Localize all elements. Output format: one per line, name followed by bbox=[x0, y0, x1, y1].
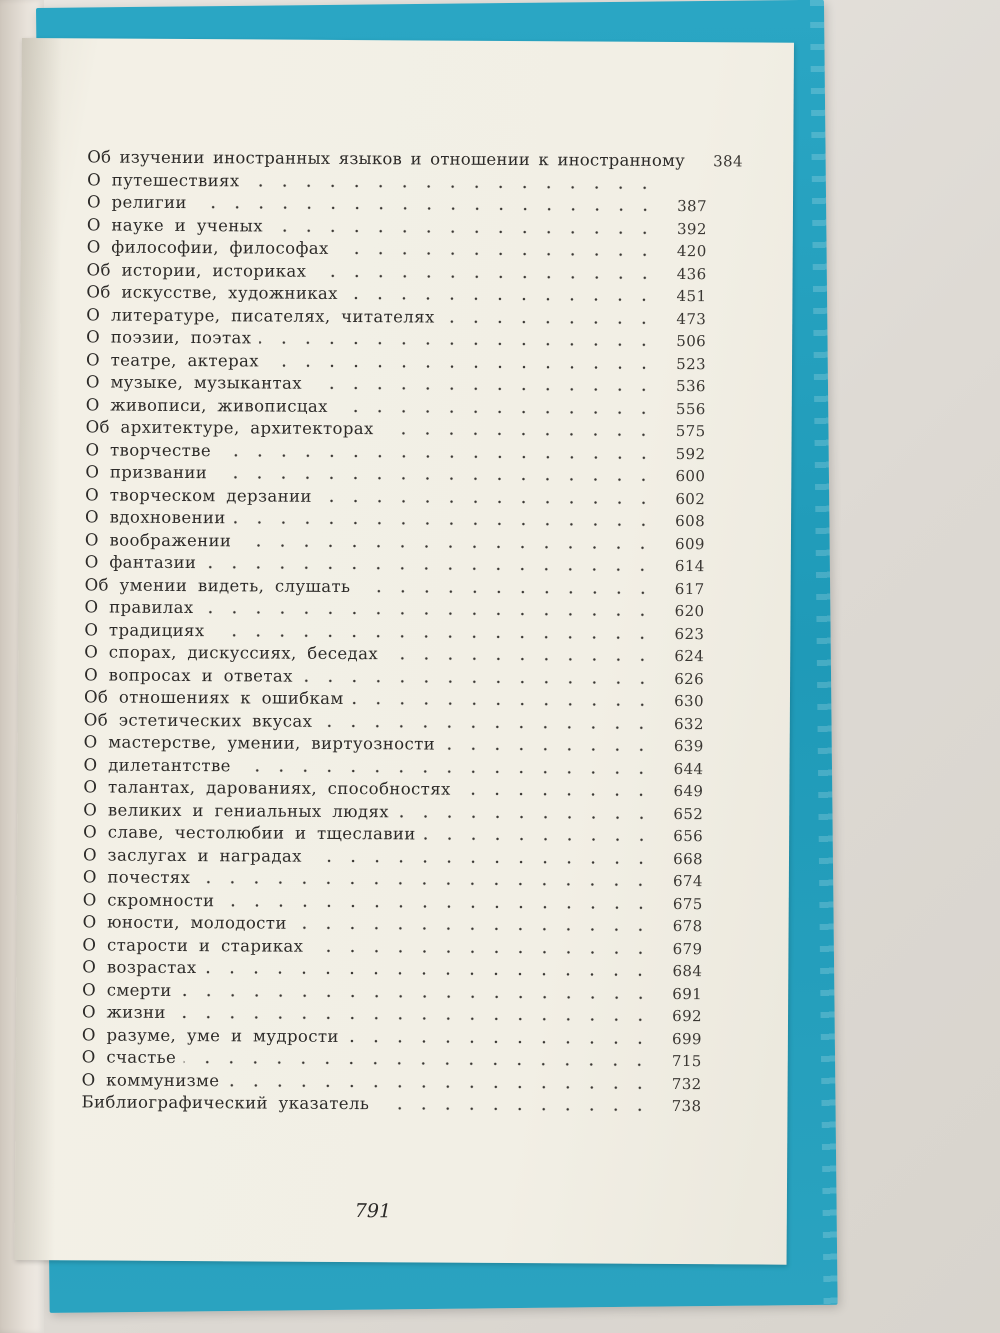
toc-entry-page: 656 bbox=[673, 826, 704, 846]
toc-leader-dots bbox=[227, 1083, 651, 1090]
page-number: 791 bbox=[354, 1200, 392, 1223]
toc-entry-title: О вдохновении bbox=[85, 507, 226, 528]
toc-entry-page: 738 bbox=[671, 1096, 702, 1116]
toc-leader-dots bbox=[352, 701, 654, 707]
toc-entry-page: 691 bbox=[672, 984, 703, 1003]
page-gutter-shadow bbox=[15, 38, 62, 1260]
toc-entry-title: О фантазии bbox=[84, 552, 197, 573]
toc-leader-dots bbox=[459, 792, 654, 797]
toc-leader-dots bbox=[382, 431, 656, 437]
toc-leader-dots bbox=[320, 724, 654, 730]
toc-entry-title: О философии, философах bbox=[86, 237, 329, 258]
toc-leader-dots bbox=[259, 341, 656, 347]
toc-entry-page: 436 bbox=[676, 264, 707, 283]
toc-entry-title: О театре, актерах bbox=[85, 349, 260, 370]
toc-entry-title: О вопросах и ответах bbox=[84, 664, 293, 686]
toc-entry-title: О воображении bbox=[84, 529, 232, 550]
toc-leader-dots bbox=[204, 565, 655, 572]
toc-leader-dots bbox=[174, 1015, 652, 1022]
toc-entry-title: О спорах, дискуссиях, беседах bbox=[84, 642, 379, 664]
toc-entry-title: О традициях bbox=[84, 619, 205, 640]
toc-entry-title: О почестях bbox=[82, 867, 191, 888]
toc-entry-page: 668 bbox=[673, 849, 704, 868]
toc-entry-title: Об архитектуре, архитекторах bbox=[85, 417, 374, 439]
toc-entry-page: 675 bbox=[672, 894, 703, 913]
toc-entry-page: 556 bbox=[675, 399, 706, 418]
toc-entry-title: О разуме, уме и мудрости bbox=[81, 1024, 339, 1046]
toc-entry-title: О дилетантстве bbox=[83, 754, 231, 775]
toc-entry-page: 420 bbox=[676, 242, 707, 261]
toc-entry-page: 626 bbox=[674, 669, 705, 688]
toc-entry-page: 678 bbox=[672, 916, 703, 936]
toc-leader-dots bbox=[213, 633, 655, 640]
toc-leader-dots bbox=[271, 228, 657, 234]
toc-entry bbox=[81, 1091, 701, 1117]
toc-entry-title: О поэзии, поэтах bbox=[86, 327, 252, 348]
toc-entry-page: 602 bbox=[675, 489, 706, 508]
toc-entry-title: О возрастах bbox=[82, 957, 197, 978]
toc-leader-dots bbox=[295, 926, 653, 932]
toc-entry-title: О мастерстве, умении, виртуозности bbox=[83, 732, 436, 754]
book-page bbox=[15, 38, 794, 1265]
toc-leader-dots bbox=[424, 837, 653, 842]
toc-entry-title: О путешествиях bbox=[87, 169, 240, 190]
toc-leader-dots bbox=[314, 274, 656, 280]
toc-entry-page: 617 bbox=[674, 579, 705, 598]
toc-entry-title: О живописи, живописцах bbox=[85, 394, 328, 416]
toc-entry-page: 620 bbox=[674, 601, 705, 621]
toc-entry-title: О призвании bbox=[85, 462, 208, 483]
toc-entry-page: 600 bbox=[675, 467, 706, 486]
toc-entry-page: 732 bbox=[671, 1074, 702, 1093]
toc-entry-title: О музыке, музыкантах bbox=[85, 372, 303, 393]
toc-entry-title: О счастье bbox=[81, 1047, 177, 1067]
toc-entry bbox=[82, 956, 702, 982]
toc-entry-page: 632 bbox=[673, 714, 704, 733]
toc-entry-page: 639 bbox=[673, 736, 704, 756]
toc-entry-page: 614 bbox=[674, 556, 705, 576]
toc-leader-dots bbox=[310, 859, 653, 865]
toc-entry-title: О творчестве bbox=[85, 439, 212, 460]
toc-leader-dots bbox=[248, 183, 658, 190]
toc-entry-page: 473 bbox=[676, 309, 707, 328]
toc-entry-page: 387 bbox=[677, 197, 708, 216]
toc-entry-title: Об изучении иностранных языков и отношении к иностранному bbox=[87, 147, 686, 171]
toc-leader-dots bbox=[358, 589, 654, 595]
toc-entry-page: 575 bbox=[675, 422, 706, 441]
toc-leader-dots bbox=[377, 1106, 651, 1112]
toc-leader-dots bbox=[239, 768, 654, 775]
toc-entry-title: Библиографический указатель bbox=[81, 1092, 370, 1114]
toc-entry-page: 384 bbox=[713, 152, 744, 171]
toc-entry-page: 715 bbox=[671, 1051, 702, 1071]
toc-entry-page: 699 bbox=[672, 1029, 702, 1048]
toc-entry-page: 392 bbox=[676, 219, 707, 238]
toc-leader-dots bbox=[311, 949, 652, 955]
toc-entry-title: О литературе, писателях, читателях bbox=[86, 304, 435, 327]
toc-entry-title: Об истории, историках bbox=[86, 259, 307, 281]
toc-leader-dots bbox=[234, 521, 655, 528]
toc-leader-dots bbox=[337, 251, 657, 257]
toc-entry-page: 523 bbox=[676, 354, 707, 373]
toc-entry-title: О правилах bbox=[84, 597, 194, 618]
toc-entry-title: Об отношениях к ошибкам bbox=[83, 687, 344, 708]
toc-entry-title: О смерти bbox=[82, 979, 172, 1000]
toc-leader-dots bbox=[320, 499, 655, 505]
toc-entry-title: О великих и гениальных людях bbox=[83, 799, 390, 821]
toc-entry-page: 684 bbox=[672, 961, 703, 981]
toc-entry-title: О талантах, дарованиях, способностях bbox=[83, 777, 451, 799]
toc-entry-page: 536 bbox=[675, 377, 706, 396]
cover-worn-edge bbox=[810, 0, 838, 1305]
toc-leader-dots bbox=[180, 993, 653, 1000]
toc-entry-title: О религии bbox=[86, 192, 187, 213]
toc-leader-dots bbox=[205, 970, 653, 977]
toc-entry-page: 674 bbox=[672, 871, 703, 891]
toc-leader-dots bbox=[386, 656, 654, 662]
toc-leader-dots bbox=[301, 678, 654, 684]
toc-entry-title: О славе, честолюбии и тщеславии bbox=[83, 822, 416, 844]
toc-entry-title: О юности, молодости bbox=[82, 912, 287, 933]
toc-entry-title: Об эстетических вкусах bbox=[83, 709, 313, 731]
toc-entry-title: О творческом дерзании bbox=[85, 484, 312, 506]
toc-entry-page: 608 bbox=[675, 511, 706, 531]
toc-entry-page: 623 bbox=[674, 624, 705, 643]
table-of-contents bbox=[81, 146, 744, 1117]
toc-leader-dots bbox=[443, 319, 657, 324]
toc-leader-dots bbox=[222, 903, 652, 910]
toc-entry-page: 506 bbox=[676, 332, 707, 351]
toc-leader-dots bbox=[195, 205, 657, 212]
toc-entry-page: 692 bbox=[672, 1006, 703, 1026]
toc-entry-page: 652 bbox=[673, 804, 704, 823]
toc-leader-dots bbox=[198, 880, 653, 887]
toc-leader-dots bbox=[346, 296, 657, 302]
toc-entry-title: Об умении видеть, слушать bbox=[84, 574, 351, 596]
toc-entry-title: О заслугах и наградах bbox=[82, 844, 302, 866]
toc-entry-title: О скромности bbox=[82, 889, 215, 910]
toc-entry-title: О коммунизме bbox=[81, 1069, 220, 1090]
toc-leader-dots bbox=[219, 453, 655, 460]
toc-leader-dots bbox=[336, 409, 656, 415]
toc-leader-dots bbox=[443, 747, 654, 752]
toc-entry-page: 451 bbox=[676, 287, 707, 306]
toc-entry-page: 679 bbox=[672, 939, 703, 958]
toc-leader-dots bbox=[202, 610, 655, 617]
toc-entry-title: О старости и стариках bbox=[82, 934, 304, 956]
toc-leader-dots bbox=[239, 543, 655, 550]
toc-entry-page: 630 bbox=[674, 691, 705, 711]
toc-leader-dots bbox=[347, 1039, 652, 1045]
toc-entry-title: Об искусстве, художниках bbox=[86, 282, 338, 303]
toc-entry-page: 649 bbox=[673, 781, 704, 801]
toc-entry-page: 609 bbox=[675, 534, 705, 553]
toc-entry-page: 644 bbox=[673, 759, 704, 778]
toc-leader-dots bbox=[215, 475, 655, 482]
toc-leader-dots bbox=[184, 1060, 652, 1067]
toc-entry-page: 624 bbox=[674, 646, 705, 666]
toc-entry-page: 592 bbox=[675, 444, 706, 463]
toc-entry-title: О науке и ученых bbox=[86, 214, 264, 235]
toc-leader-dots bbox=[397, 814, 653, 820]
toc-leader-dots bbox=[310, 386, 656, 392]
toc-entry-title: О жизни bbox=[81, 1002, 166, 1022]
toc-leader-dots bbox=[267, 363, 656, 369]
